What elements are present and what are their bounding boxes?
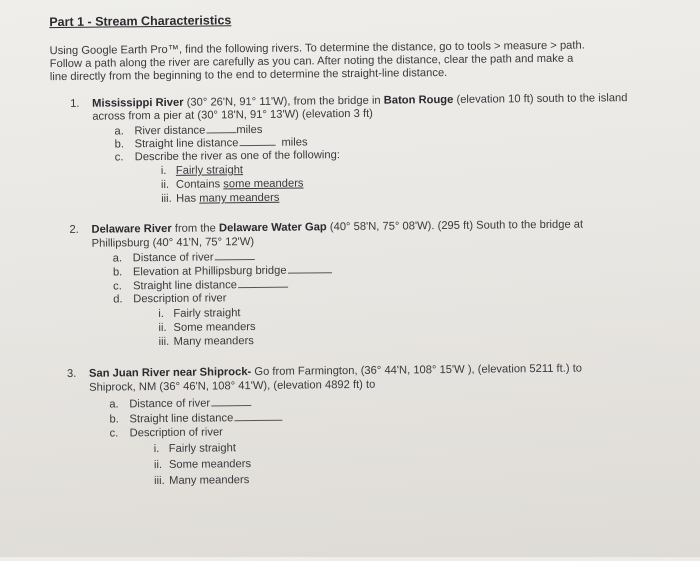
q3-option-2-numeral: ii.	[153, 458, 163, 472]
q3-b-letter: b.	[109, 413, 119, 426]
q2-item-d	[113, 291, 226, 306]
q1-c-label: Describe the river as one of the following:	[134, 149, 340, 164]
q3-option-3[interactable]	[154, 473, 249, 488]
q3-heading-line-2: Shiprock, NM (36° 46'N, 108° 41'W), (elevation 4892 ft) to	[89, 378, 376, 394]
q1-item-c	[115, 148, 340, 164]
q3-option-1-text: Fairly straight	[168, 442, 236, 455]
q1-a-letter: a.	[114, 125, 124, 138]
q2-c-label: Straight line distance	[133, 279, 237, 293]
q1-option-2[interactable]	[161, 176, 304, 191]
q3-a-letter: a.	[109, 398, 119, 411]
q2-option-3-text: Many meanders	[173, 335, 254, 348]
q1-a-answer-blank[interactable]	[206, 122, 236, 133]
q1-heading-line-2: across from a pier at (30° 18'N, 91° 13'W) (elevation 3 ft)	[92, 107, 373, 123]
q3-heading-rest: Go from Farmington, (36° 44'N, 108° 15'W ), (elevation 5211 ft.) to	[251, 362, 583, 379]
q1-heading-text-b: (elevation 10 ft) south to the island	[453, 92, 628, 106]
q2-heading-mid: from the	[171, 222, 220, 235]
q2-heading	[69, 218, 583, 237]
q1-b-answer-blank[interactable]	[239, 135, 275, 146]
q3-b-answer-blank[interactable]	[234, 410, 282, 422]
q1-place: Baton Rouge	[383, 93, 454, 107]
q3-option-3-numeral: iii.	[154, 474, 165, 488]
intro-line-3: line directly from the beginning to the end to determine the straight-line distance.	[49, 66, 448, 84]
q2-b-label: Elevation at Phillipsburg bridge	[132, 264, 287, 279]
q1-b-label: Straight line distance	[134, 137, 239, 151]
intro-line-1: Using Google Earth Pro™, find the following rivers. To determine the distance, go to tools > measure > path.	[49, 39, 585, 58]
q1-option-1-text: Fairly straight	[175, 164, 244, 177]
q1-b-letter: b.	[114, 138, 124, 151]
q1-option-3[interactable]	[161, 191, 279, 206]
page-title: Part 1 - Stream Characteristics	[49, 13, 232, 30]
q2-place: Delaware Water Gap	[218, 221, 327, 235]
q1-option-2-prefix: Contains	[175, 178, 224, 191]
q1-option-3-numeral: iii.	[161, 192, 172, 205]
q3-a-answer-blank[interactable]	[211, 395, 251, 406]
q1-heading-text-a: (30° 26'N, 91° 11'W), from the bridge in	[183, 94, 384, 109]
q2-number: 2.	[69, 223, 79, 236]
q3-option-1[interactable]	[154, 441, 236, 456]
q1-river-name: Mississippi River	[92, 96, 184, 110]
q1-b-unit: miles	[281, 136, 308, 149]
q3-option-2[interactable]	[154, 457, 251, 472]
q1-option-3-prefix: Has	[176, 192, 200, 205]
q2-river-name: Delaware River	[91, 222, 172, 236]
q2-option-2[interactable]	[158, 320, 255, 335]
q2-b-letter: b.	[112, 266, 123, 279]
q3-item-c	[110, 425, 223, 440]
q1-a-unit: miles	[236, 123, 263, 137]
q2-option-1-text: Fairly straight	[173, 307, 241, 320]
q3-number: 3.	[66, 367, 77, 380]
q2-option-3[interactable]	[159, 334, 254, 349]
q1-option-2-text: some meanders	[223, 177, 304, 191]
q3-river-name: San Juan River near Shiprock-	[88, 366, 252, 380]
q3-item-b	[109, 410, 282, 427]
q1-option-1-numeral: i.	[160, 164, 167, 177]
q2-option-3-numeral: iii.	[158, 335, 170, 349]
q1-option-2-numeral: ii.	[160, 178, 170, 191]
q2-b-answer-blank[interactable]	[287, 262, 331, 273]
intro-line-2: Follow a path along the river are carefully as you can. After noting the distance, clear the path and make a	[49, 52, 574, 71]
q3-option-2-text: Some meanders	[168, 458, 252, 471]
q3-item-a	[109, 395, 251, 411]
q2-option-2-numeral: ii.	[158, 321, 167, 335]
q1-c-letter: c.	[114, 151, 124, 164]
q1-option-3-text: many meanders	[199, 191, 280, 205]
q3-c-letter: c.	[109, 427, 119, 440]
q2-option-2-text: Some meanders	[173, 320, 256, 334]
q3-b-label: Straight line distance	[129, 412, 234, 426]
q2-d-label: Description of river	[133, 292, 227, 306]
q2-option-1-numeral: i.	[158, 307, 165, 321]
q3-option-1-numeral: i.	[153, 443, 160, 456]
q1-number: 1.	[70, 97, 80, 110]
q3-a-label: Distance of river	[129, 397, 211, 411]
q2-d-letter: d.	[113, 293, 123, 306]
q2-a-letter: a.	[112, 252, 123, 265]
q2-c-letter: c.	[113, 280, 122, 293]
q3-option-3-text: Many meanders	[169, 474, 250, 487]
q2-option-1[interactable]	[158, 306, 240, 321]
q2-a-label: Distance of river	[132, 251, 214, 265]
q1-a-label: River distance	[134, 124, 206, 138]
q2-heading-line-2: Phillipsburg (40° 41'N, 75° 12'W)	[91, 236, 255, 250]
q2-c-answer-blank[interactable]	[238, 277, 288, 289]
q1-option-1[interactable]	[161, 163, 243, 178]
q2-a-answer-blank[interactable]	[215, 249, 255, 260]
q2-heading-rest: (40° 58'N, 75° 08'W). (295 ft) South to the bridge at	[326, 218, 584, 234]
q3-c-label: Description of river	[129, 426, 223, 440]
